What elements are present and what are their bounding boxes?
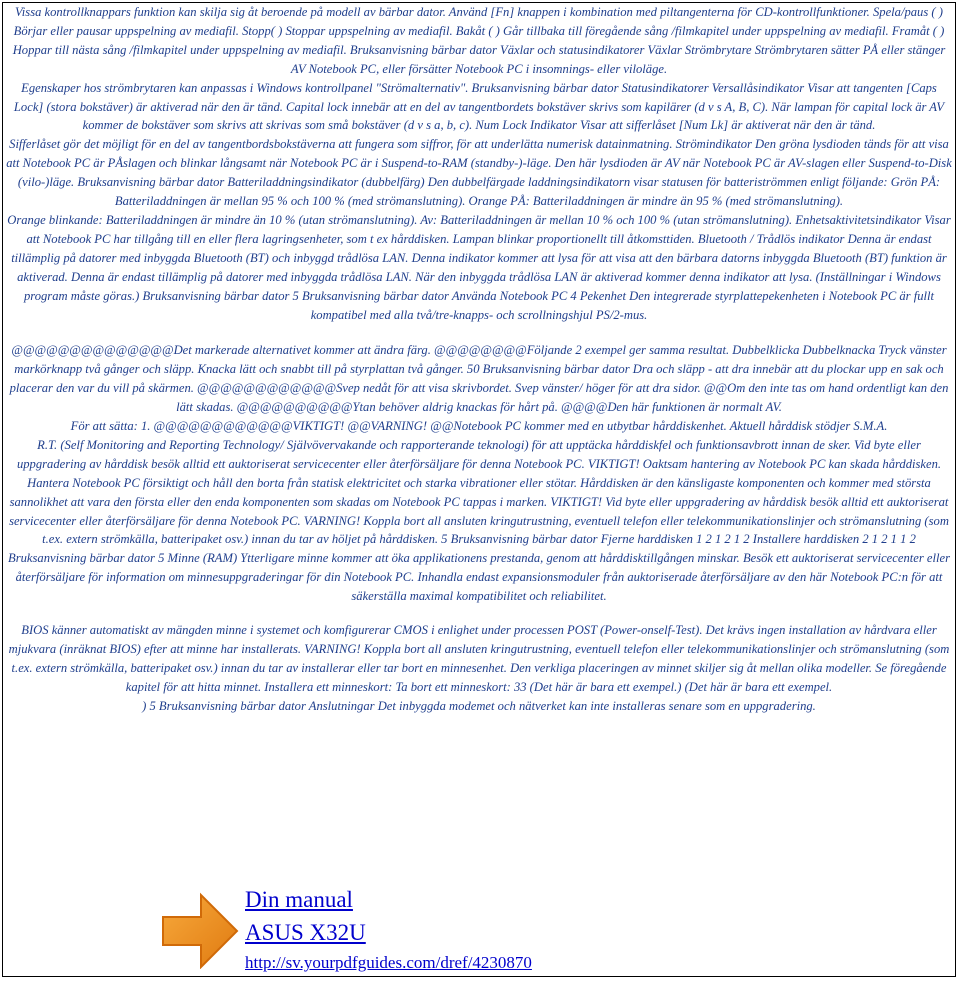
manual-url-link[interactable]: http://sv.yourpdfguides.com/dref/4230870 bbox=[245, 953, 532, 972]
manual-links bbox=[245, 883, 532, 975]
paragraph-3: Sifferlåset gör det möjligt för en del av tangentbordsbokstäverna att fungera som siffror, för att underlätta numerisk datainmatning. Strömindikator Den gröna lysdioden tänds för att visa att Notebook PC är PÅslagen och blinkar långsamt när Notebook PC är i Suspend-to-RAM (standby-)-läge. Den här lysdioden är AV när Notebook PC är AV-slagen eller Suspend-to-Disk (vilo-)läge. Bruksanvisning bärbar dator Batteriladdningsindikator (dubbelfärg) Den dubbelfärgade laddningsindikatorn visar statusen för batteriströmmen enligt följande: Grön PÅ: Batteriladdningen är mellan 95 % och 100 % (med strömanslutning). Orange PÅ: Batteriladdningen är mindre än 95 % (med strömanslutning). bbox=[6, 137, 952, 209]
paragraph-8: Hantera Notebook PC försiktigt och håll den borta från statisk elektricitet och starka vibrationer eller stötar. Hårddisken är den känsligaste komponenten och kommer med största sannolikhet att vara den första eller den enda komponenten som skadas om Notebook PC tappas i marken. VIKTIGT! Vid byte eller uppgradering av hårddisk besök alltid ett auktoriserat servicecenter eller återförsäljare för denna Notebook PC. VARNING! Koppla bort all ansluten kringutrustning, eventuell telefon eller telekommunikationslinjer och strömanslutning (som t.ex. extern strömkälla, batteripaket osv.) innan du tar av höljet på hårddisken. 5 Bruksanvisning bärbar dator Fjerne harddisken 1 2 1 2 1 2 Installere harddisken 2 1 2 1 1 2 Bruksanvisning bärbar dator 5 Minne (RAM) Ytterligare minne kommer att öka applikationens prestanda, genom att hårddisktillgången minskar. Besök ett auktoriserat servicecenter eller återförsäljare för information om minnesuppgraderingar för din Notebook PC. Inhandla endast expansionsmoduler från auktoriserade återförsäljare av den här Notebook PC:n för att säkerställa maximal kompatibilitet och reliabilitet. bbox=[8, 475, 950, 604]
paragraph-2: Egenskaper hos strömbrytaren kan anpassas i Windows kontrollpanel "Strömalternativ". Bruksanvisning bärbar dator Statusindikatorer Versallåsindikator Visar att tangenten [Caps Lock] (stora bokstäver) är aktiverad när den är tänd. Capital lock innebär att en del av tangentbordets bokstäver skrivs som kapilärer (d v s A, B, C). När lampan för capital lock är AV kommer de bokstäver som skrivs att skrivas som små bokstäver (d v s a, b, c). Num Lock Indikator Visar att sifferlåset [Num Lk] är aktiverat när den är tänd. bbox=[13, 80, 945, 133]
paragraph-7: R.T. (Self Monitoring and Reporting Technology/ Självövervakande och rapporterande teknologi) för att upptäcka hårddiskfel och funktionsavbrott innan de sker. Vid byte eller uppgradering av hårddisk besök alltid ett auktoriserat servicecenter eller återförsäljare för denna Notebook PC. VIKTIGT! Oaktsam hantering av Notebook PC kan skada hårddisken. bbox=[16, 437, 942, 471]
paragraph-9: BIOS känner automatiskt av mängden minne i systemet och komfigurerar CMOS i enlighet under processen POST (Power-onself-Test). Det krävs ingen installation av hårdvara eller mjukvara (inräknat BIOS) efter att minne har installerats. VARNING! Koppla bort all ansluten kringutrustning, eventuell telefon eller telekommunikationslinjer och strömanslutning (som t.ex. extern strömkälla, batteripaket osv.) innan du tar av installerar eller tar bort en minnesenhet. Den verkliga placeringen av minnet skiljer sig åt mellan olika modeller. Se föregående kapitel för att hitta minnet. Installera ett minneskort: Ta bort ett minneskort: 33 (Det här är bara ett exempel.) (Det här är bara ett exempel. bbox=[8, 623, 950, 694]
paragraph-10: ) 5 Bruksanvisning bärbar dator Anslutningar Det inbyggda modemet och nätverket kan inte installeras senare som en uppgradering. bbox=[142, 698, 816, 713]
paragraph-6: För att sätta: 1. @@@@@@@@@@@@VIKTIGT! @@VARNING! @@Notebook PC kommer med en utbytbar hårddiskenhet. Aktuell hårddisk stödjer S.M.A. bbox=[70, 419, 888, 434]
paragraph-5: @@@@@@@@@@@@@@Det markerade alternativet kommer att ändra färg. @@@@@@@@Följande 2 exempel ger samma resultat. Dubbelklicka Dubbelknacka Tryck vänster markörknapp två gånger och släpp. Knacka lätt och snabbt till på styrplattan två gånger. 50 Bruksanvisning bärbar dator Dra och släpp - att dra innebär att du plockar upp en sak och placerar den var du vill på skärmen. @@@@@@@@@@@@Svep nedåt för att visa skrivbordet. Svep vänster/ höger för att dra sidor. @@Om den inte tas om hand ordentligt kan den lätt skadas. @@@@@@@@@@Ytan behöver aldrig knackas för hårt på. @@@@Den här funktionen är normalt AV. bbox=[9, 343, 949, 415]
manual-model-link[interactable]: ASUS X32U bbox=[245, 920, 366, 945]
document-page bbox=[2, 2, 956, 977]
paragraph-gap bbox=[6, 324, 952, 341]
paragraph-gap bbox=[6, 606, 952, 621]
document-body bbox=[6, 3, 952, 716]
paragraph-4: Orange blinkande: Batteriladdningen är mindre än 10 % (utan strömanslutning). Av: Batteriladdningen är mellan 10 % och 100 % (utan strömanslutning). Enhetsaktivitetsindikator Visar att Notebook PC har tillgång till en eller flera lagringsenheter, som t ex hårddisken. Lampan blinkar proportionellt till åtkomsttiden. Bluetooth / Trådlös indikator Denna är endast tillämplig på datorer med inbyggda Bluetooth (BT) och inbyggd trådlösa LAN. Denna indikator kommer att lysa för att visa att den bärbara datorns inbyggda Bluetooth (BT) funktion är aktiverad. Denna är endast tillämplig på datorer med inbyggda trådlösa LAN. När den inbyggda trådlösa LAN är aktiverad kommer denna indikator att lysa. (Inställningar i Windows program måste göras.) Bruksanvisning bärbar dator 5 Bruksanvisning bärbar dator Använda Notebook PC 4 Pekenhet Den integrerade styrplattepekenheten i Notebook PC är fullt kompatibel med alla två/tre-knapps- och scrollningshjul PS/2-mus. bbox=[7, 212, 951, 322]
paragraph-1: Vissa kontrollknappars funktion kan skilja sig åt beroende på modell av bärbar dator. Använd [Fn] knappen i kombination med piltangenterna för CD-kontrollfunktioner. Spela/paus ( ) Börjar eller pausar uppspelning av mediafil. Stopp( ) Stoppar uppspelning av mediafil. Bakåt ( ) Går tillbaka till föregående sång /filmkapitel under uppspelning av mediafil. Framåt ( ) Hoppar till nästa sång /filmkapitel under uppspelning av mediafil. Bruksanvisning bärbar dator Växlar och statusindikatorer Växlar Strömbrytare Strömbrytaren sätter PÅ eller stänger AV Notebook PC, eller försätter Notebook PC i insomnings- eller viloläge. bbox=[12, 5, 946, 76]
manual-link-footer bbox=[155, 883, 755, 975]
orange-arrow-icon bbox=[159, 887, 241, 969]
manual-title-link[interactable]: Din manual bbox=[245, 887, 353, 912]
